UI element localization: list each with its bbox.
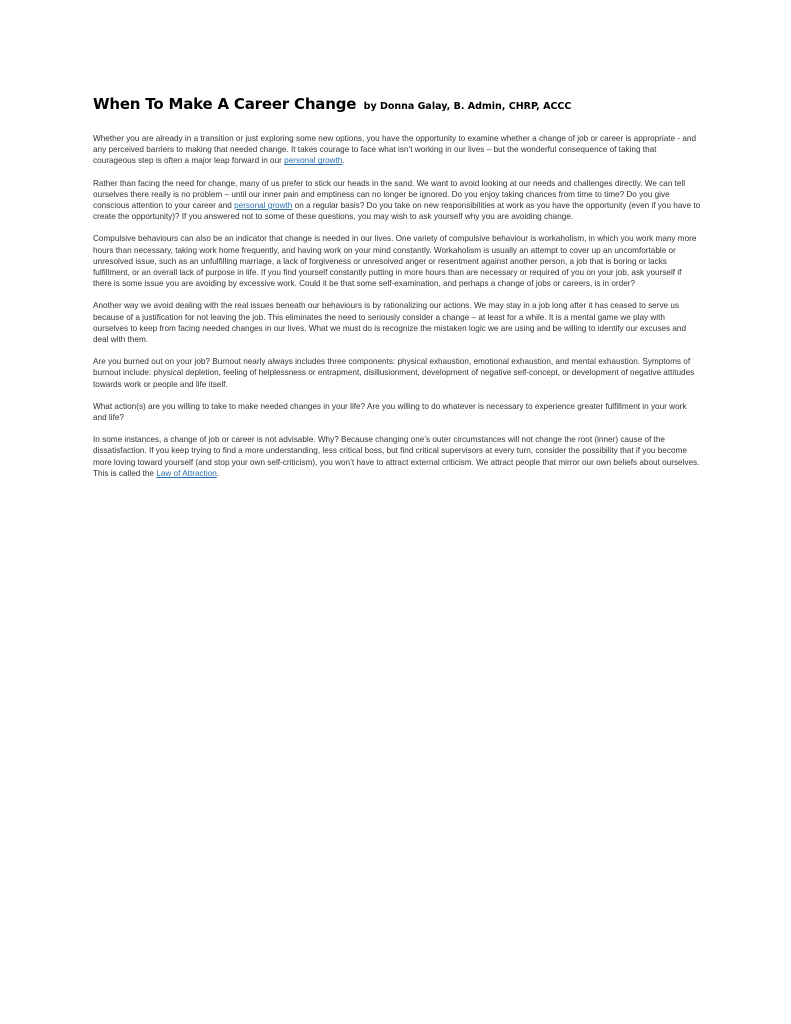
personal-growth-link[interactable]: personal growth (234, 201, 293, 211)
page-title (93, 94, 701, 117)
paragraph-rationalizing: Another way we avoid dealing with the real issues beneath our behaviours is by rationalizing our actions. We may stay in a job long after it has ceased to serve us because of a justification for not leaving the job. This eliminates the need to seriously consider a change – at least for a while. It is a mental game we play with ourselves to keep from facing needed changes in our lives. What we must do is recognize the mistaken logic we are using and be willing to identify our excuses and deal with them. (93, 301, 687, 345)
law-of-attraction-link[interactable]: Law of Attraction (156, 468, 217, 478)
paragraph-text: Rather than facing the need for change, many of us prefer to stick our heads in the sand. We want to avoid looking at our needs and challenges directly. We can tell ourselves there really is no problem – until our inner pain and emptiness can no longer be ignored. Do you enjoy taking chances from time to time? Do you give conscious attention to your career and (93, 178, 686, 211)
paragraph-actions: What action(s) are you willing to take to make needed changes in your life? Are you willing to do whatever is necessary to experience greater fulfillment in your work and life? (93, 401, 687, 423)
document-page (93, 94, 701, 490)
paragraph-text: . (342, 156, 345, 166)
paragraph-text: on a regular basis? Do you take on new responsibilities at work as you have the opportunity (even if you have to create the opportunity)? If you answered not to some of these questions, you may wish to ask yourself why you are avoiding change. (93, 201, 701, 222)
paragraph-text: In some instances, a change of job or career is not advisable. Why? Because changing one’s outer circumstances will not change the root (inner) cause of the dissatisfaction. If you keep trying to find a more understanding, less critical boss, but find critical supervisors at every turn, consider the possibility that if you become more loving toward yourself (and stop your own self-criticism), you won’t have to attract external criticism. We attract people that mirror our own beliefs about ourselves. This is called the (93, 435, 700, 478)
paragraph-avoiding-change (93, 178, 701, 223)
paragraph-intro (93, 133, 701, 167)
paragraph-text: Whether you are already in a transition or just exploring some new options, you have the opportunity to examine whether a change of job or career is appropriate - and any perceived barriers to making that needed change. It takes courage to face what isn’t working in our lives – but the wonderful consequence of taking that courageous step is often a major leap forward in our (93, 134, 697, 166)
paragraph-compulsive-behaviours: Compulsive behaviours can also be an indicator that change is needed in our lives. One variety of compulsive behaviour is workaholism, in which you work many more hours than necessary, taking work home frequently, and having work on your mind constantly. Workaholism is usually an attempt to cover up an uncomfortable or unresolved issue, such as an unfulfilling marriage, a lack of forgiveness or unresolved anger or resentment against another person, a job that is boring or lacks fulfillment, or an overall lack of purpose in life. If you find yourself constantly putting in more hours than are necessary or required of you on your job, ask yourself if there is some issue you are avoiding by excessive work. Could it be that some self-examination, and perhaps a change of jobs or careers, is in order? (93, 234, 697, 289)
paragraph-not-advisable (93, 434, 701, 479)
paragraph-burnout: Are you burned out on your job? Burnout nearly always includes three components: physical exhaustion, emotional exhaustion, and mental exhaustion. Symptoms of burnout include: physical depletion, feeling of helplessness or entrapment, disillusionment, development of negative self-concept, or development of negative attitudes towards work or people and life itself. (93, 357, 695, 389)
personal-growth-link[interactable]: personal growth (284, 156, 343, 166)
article-title: When To Make A Career Change (93, 95, 357, 113)
paragraph-text: . (216, 468, 220, 478)
article-byline: by Donna Galay, B. Admin, CHRP, ACCC (363, 101, 572, 112)
